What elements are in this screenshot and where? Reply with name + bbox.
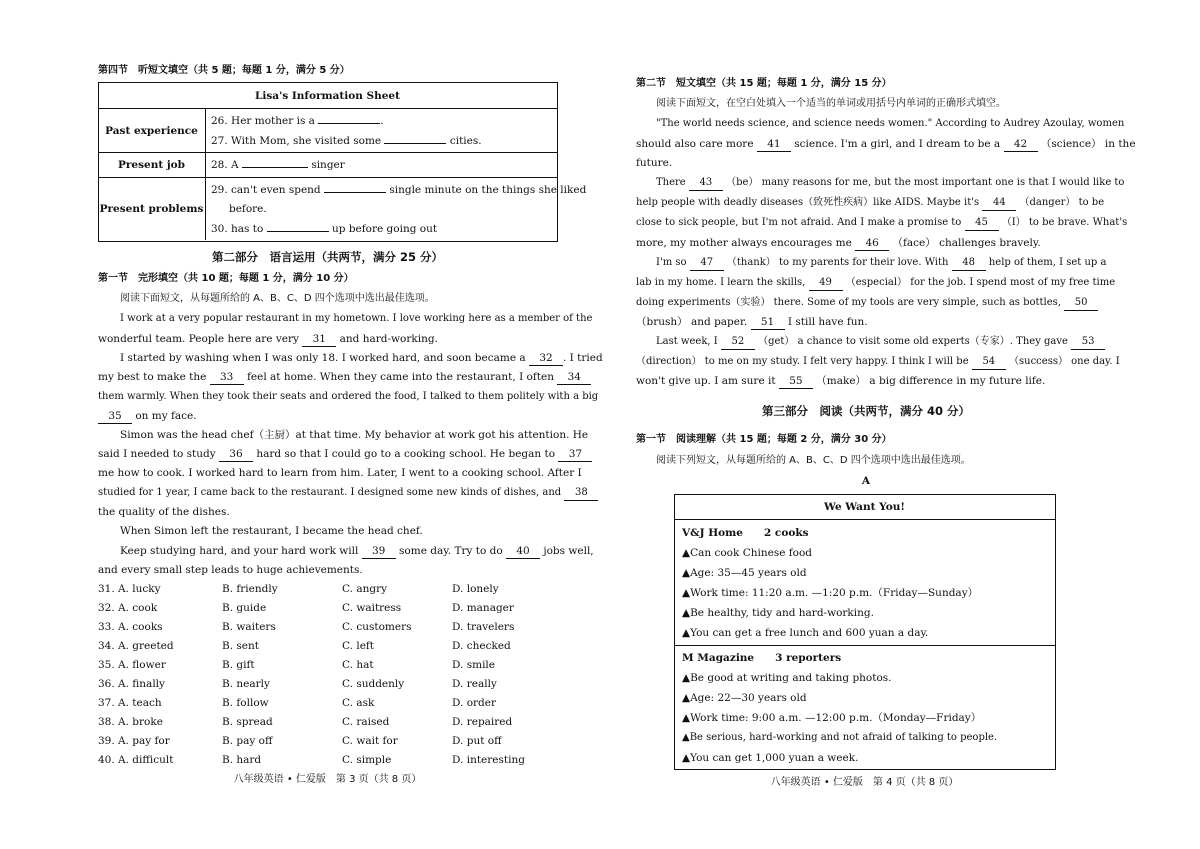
passage-line: "The world needs science, and science needs women." According to Audrey Azoulay, women [656, 118, 1125, 129]
option-37-d: D. order [452, 697, 497, 709]
q30-line: 30. has to up before going out [211, 223, 438, 235]
option-38-d: D. repaired [452, 716, 513, 728]
section-1-title: 第一节 完形填空（共 10 题；每题 1 分，满分 10 分） [98, 273, 354, 284]
option-38-b: B. spread [222, 716, 273, 728]
option-36-a: 36. A. finally [98, 678, 165, 690]
ad2-item: ▲Work time: 9:00 a.m. —12:00 p.m.（Monday—Friday） [682, 712, 982, 724]
option-37-a: 37. A. teach [98, 697, 162, 709]
q28-line: 28. A singer [211, 159, 345, 171]
right-page [600, 0, 1200, 849]
option-32-a: 32. A. cook [98, 602, 158, 614]
section-4-title: 第四节 听短文填空（共 5 题；每题 1 分，满分 5 分） [98, 65, 350, 76]
passage-line: lab in my home. I learn the skills, 49 （especial） for the job. I spend most of my free time [636, 276, 1115, 291]
ad1-heading: V&J Home 2 cooks [682, 527, 809, 539]
option-35-c: C. hat [342, 659, 374, 671]
q27-line: 27. With Mom, she visited some cities. [211, 135, 482, 147]
page-footer: 八年级英语 • 仁爱版 第 3 页（共 8 页） [233, 774, 422, 785]
row-label-problems: Present problems [99, 203, 204, 215]
ad1-item: ▲You can get a free lunch and 600 yuan a day. [682, 627, 929, 639]
passage-line: my best to make the 33 feel at home. When they came into the restaurant, I often 34 [98, 370, 591, 385]
passage-line: studied for 1 year, I came back to the restaurant. I designed some new kinds of dishes, and 38 [98, 486, 598, 501]
passage-line: said I needed to study 36 hard so that I could go to a cooking school. He began to 37 [98, 447, 592, 462]
ad2-item: ▲Age: 22—30 years old [682, 692, 807, 704]
page-footer: 八年级英语 • 仁爱版 第 4 页（共 8 页） [770, 777, 959, 788]
ad1-item: ▲Can cook Chinese food [682, 547, 813, 559]
passage-line: them warmly. When they took their seats and ordered the food, I talked to them politely with a big [98, 391, 599, 402]
passage-line: Simon was the head chef（主厨）at that time. My behavior at work got his attention. He [120, 429, 589, 441]
passage-line: （direction） to me on my study. I felt very happy. I think I will be 54 （success） one day. I [636, 355, 1120, 370]
option-40-c: C. simple [342, 754, 392, 766]
passage-line: doing experiments（实验） there. Some of my tools are very simple, such as bottles, 50 [636, 296, 1098, 311]
passage-line: （brush） and paper. 51 I still have fun. [636, 316, 868, 328]
q29-line-end: before. [229, 203, 267, 215]
passage-line: more, my mother always encourages me 46 （face） challenges bravely. [636, 237, 1041, 249]
ad1-item: ▲Age: 35—45 years old [682, 567, 807, 579]
option-36-c: C. suddenly [342, 678, 405, 690]
q29-line: 29. can't even spend single minute on the things she liked [211, 184, 587, 196]
row-label-past: Past experience [105, 125, 198, 137]
option-31-b: B. friendly [222, 583, 278, 595]
option-34-a: 34. A. greeted [98, 640, 174, 652]
option-35-d: D. smile [452, 659, 495, 671]
option-34-c: C. left [342, 640, 375, 652]
passage-letter: A [861, 475, 871, 487]
passage-line: I work at a very popular restaurant in my hometown. I love working here as a member of the [120, 313, 593, 324]
option-33-d: D. travelers [452, 621, 515, 633]
option-32-c: C. waitress [342, 602, 402, 614]
option-40-d: D. interesting [452, 754, 525, 766]
option-33-a: 33. A. cooks [98, 621, 163, 633]
option-34-d: D. checked [452, 640, 511, 652]
passage-line: future. [636, 157, 673, 169]
passage-line: When Simon left the restaurant, I became the head chef. [120, 525, 423, 537]
ad2-item: ▲Be serious, hard-working and not afraid of talking to people. [682, 732, 998, 743]
option-40-a: 40. A. difficult [98, 754, 174, 766]
option-33-c: C. customers [342, 621, 412, 633]
option-33-b: B. waiters [222, 621, 276, 633]
option-39-b: B. pay off [222, 735, 273, 747]
option-31-a: 31. A. lucky [98, 583, 161, 595]
ad1-item: ▲Be healthy, tidy and hard-working. [682, 607, 874, 619]
option-31-c: C. angry [342, 583, 388, 595]
instructions: 阅读下面短文，在空白处填入一个适当的单词或用括号内单词的正确形式填空。 [656, 98, 1006, 109]
option-34-b: B. sent [222, 640, 259, 652]
option-39-c: C. wait for [342, 735, 398, 747]
passage-line: Keep studying hard, and your hard work will 39 some day. Try to do 40 jobs well, [120, 545, 594, 557]
section-1-title: 第一节 阅读理解（共 15 题；每题 2 分，满分 30 分） [636, 434, 892, 445]
section-2-title: 第二节 短文填空（共 15 题；每题 1 分，满分 15 分） [636, 78, 892, 89]
sheet-title: Lisa's Information Sheet [255, 90, 400, 102]
option-37-b: B. follow [222, 697, 269, 709]
passage-line: the quality of the dishes. [98, 506, 230, 518]
option-35-a: 35. A. flower [98, 659, 166, 671]
passage-line: 35 on my face. [98, 409, 197, 424]
q26-line: 26. Her mother is a . [211, 115, 384, 127]
passage-line: Last week, I 52 （get） a chance to visit some old experts（专家）. They gave 53 [656, 335, 1105, 350]
option-38-c: C. raised [342, 716, 390, 728]
passage-line: won't give up. I am sure it 55 （make） a big difference in my future life. [636, 375, 1046, 387]
ad-title: We Want You! [824, 501, 905, 513]
passage-line: and every small step leads to huge achievements. [98, 564, 363, 576]
part-3-title: 第三部分 阅读（共两节，满分 40 分） [761, 404, 970, 418]
passage-line: There 43 （be） many reasons for me, but the most important one is that I would like to [656, 176, 1124, 191]
option-40-b: B. hard [222, 754, 262, 766]
passage-line: I'm so 47 （thank） to my parents for their love. With 48 help of them, I set up a [656, 256, 1106, 271]
passage-line: help people with deadly diseases（致死性疾病）like AIDS. Maybe it's 44 （danger） to be [636, 196, 1104, 211]
instructions: 阅读下列短文，从每题所给的 A、B、C、D 四个选项中选出最佳选项。 [656, 455, 971, 466]
passage-line: close to sick people, but I'm not afraid. And I make a promise to 45 （I） to be brave. What's [636, 216, 1127, 231]
ad1-item: ▲Work time: 11:20 a.m. —1:20 p.m.（Friday—Sunday） [682, 587, 979, 599]
option-39-d: D. put off [452, 735, 502, 747]
option-37-c: C. ask [342, 697, 375, 709]
ad2-item: ▲You can get 1,000 yuan a week. [682, 752, 859, 764]
option-39-a: 39. A. pay for [98, 735, 170, 747]
option-36-d: D. really [452, 678, 497, 690]
passage-line: me how to cook. I worked hard to learn from him. Later, I went to a cooking school. After I [98, 467, 582, 479]
row-label-job: Present job [118, 159, 185, 171]
option-32-d: D. manager [452, 602, 514, 614]
part-2-title: 第二部分 语言运用（共两节，满分 25 分） [211, 250, 443, 264]
option-35-b: B. gift [222, 659, 255, 671]
option-32-b: B. guide [222, 602, 267, 614]
passage-line: wonderful team. People here are very 31 and hard-working. [98, 333, 438, 345]
option-36-b: B. nearly [222, 678, 270, 690]
passage-line: should also care more 41 science. I'm a girl, and I dream to be a 42 （science） in the [636, 138, 1136, 150]
option-38-a: 38. A. broke [98, 716, 163, 728]
ad2-heading: M Magazine 3 reporters [682, 652, 842, 664]
instructions: 阅读下面短文，从每题所给的 A、B、C、D 四个选项中选出最佳选项。 [120, 293, 435, 304]
option-31-d: D. lonely [452, 583, 499, 595]
ad2-item: ▲Be good at writing and taking photos. [682, 672, 892, 684]
passage-line: I started by washing when I was only 18. I worked hard, and soon became a 32 . I tried [120, 352, 603, 364]
